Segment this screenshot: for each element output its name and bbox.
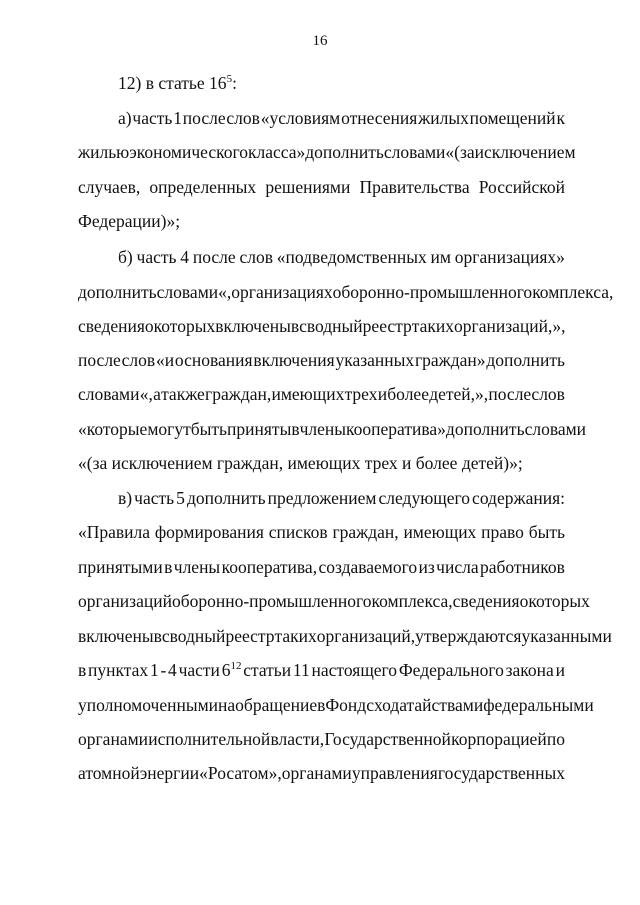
word: части	[178, 660, 220, 680]
word: определенных	[149, 177, 257, 197]
word: «подведомственных	[276, 247, 427, 267]
text-line	[78, 694, 594, 716]
word: «условиям	[260, 108, 341, 128]
word: могут	[147, 419, 191, 439]
word: быть	[190, 419, 228, 439]
word: Правительства	[359, 177, 470, 197]
text-line	[78, 315, 565, 337]
word: в	[153, 626, 162, 646]
word: по	[546, 729, 565, 749]
word: Государственной	[324, 729, 451, 749]
word: атомной	[78, 763, 140, 783]
word: включения	[253, 350, 335, 370]
word: в	[78, 660, 87, 680]
word: о	[144, 316, 154, 336]
text-line	[78, 762, 565, 784]
word: трех	[344, 384, 378, 404]
text-line	[78, 452, 565, 474]
word: класса»	[247, 142, 306, 162]
word: слов	[531, 384, 565, 404]
word: комплекса,	[371, 591, 453, 611]
word: 4	[168, 660, 177, 680]
word: дополнить	[305, 142, 384, 162]
word: часть	[136, 247, 177, 267]
word: обращение	[235, 695, 318, 715]
text-line	[78, 141, 576, 163]
word: органами	[78, 729, 149, 749]
word: «,	[139, 384, 153, 404]
word: пунктах	[88, 660, 149, 680]
word: после	[78, 350, 121, 370]
word: б)	[118, 247, 133, 267]
word: кооператива»	[346, 419, 446, 439]
word: слов	[239, 247, 273, 267]
word: а	[153, 384, 161, 404]
word: власти,	[270, 729, 325, 749]
text-line	[78, 625, 612, 647]
word: организаций,»,	[454, 316, 566, 336]
word: энергии	[139, 763, 200, 783]
word: и	[555, 660, 565, 680]
word: исполнительной	[148, 729, 271, 749]
word: указанными	[521, 626, 612, 646]
word: «Росатом»,	[199, 763, 282, 783]
word: сводный	[299, 316, 363, 336]
word: слов	[121, 350, 156, 370]
word: жилью	[78, 142, 130, 162]
word: 5	[176, 488, 185, 508]
word: а)	[118, 108, 132, 128]
word: члены	[173, 557, 221, 577]
word: жилых	[418, 108, 469, 128]
word: в	[290, 316, 300, 336]
word: имеющих	[403, 522, 477, 542]
word: исключением	[474, 142, 576, 162]
word: в)	[118, 488, 133, 508]
word: утверждаются	[415, 626, 522, 646]
word: которых	[153, 316, 216, 336]
word: организациях»	[454, 247, 565, 267]
word: 1	[149, 660, 159, 680]
word: словами	[524, 419, 587, 439]
word: Фонд	[325, 695, 367, 715]
word: «которые	[78, 419, 148, 439]
word: таких	[274, 626, 317, 646]
word: 11	[292, 660, 310, 680]
text-line	[78, 383, 565, 405]
word: кооператива,	[221, 557, 318, 577]
word: которых	[528, 591, 590, 611]
word: часть	[132, 108, 173, 128]
word: быть	[528, 522, 565, 542]
word: также	[161, 384, 205, 404]
word: настоящего	[311, 660, 398, 680]
word: и	[377, 384, 388, 404]
page-number: 16	[312, 33, 328, 49]
text-line	[78, 349, 565, 371]
word: управления	[351, 763, 438, 783]
word: федеральными	[483, 695, 594, 715]
word: дополнить	[445, 419, 525, 439]
word: формирования	[154, 522, 264, 542]
text-line	[78, 659, 565, 681]
text-line	[78, 521, 565, 543]
word: в	[164, 557, 173, 577]
word: содержания:	[472, 488, 565, 508]
word: сведения	[452, 591, 520, 611]
text-line	[78, 281, 614, 303]
word: граждан,	[332, 522, 399, 542]
word: в	[317, 695, 326, 715]
word: в	[291, 419, 300, 439]
word: о	[519, 591, 529, 611]
word: «Правила	[78, 522, 151, 542]
word: слов	[226, 108, 260, 128]
heading-suffix: :	[232, 73, 237, 93]
word: указанных	[335, 350, 415, 370]
text-line	[78, 210, 565, 232]
word: принятыми	[78, 557, 163, 577]
word: -	[160, 660, 167, 680]
word: сводный	[161, 626, 226, 646]
word: создаваемого	[318, 557, 418, 577]
word: из	[418, 557, 435, 577]
word: работников	[479, 557, 565, 577]
word: на	[218, 695, 236, 715]
text-line	[118, 246, 565, 268]
word: приняты	[227, 419, 292, 439]
word: организаций	[78, 591, 172, 611]
word: оборонно-промышленного	[332, 282, 533, 302]
word: детей,»,	[429, 384, 489, 404]
word: дополнить	[78, 282, 157, 302]
word: таких	[411, 316, 455, 336]
word: дополнить	[486, 350, 565, 370]
heading-main: 12) в статье 16	[118, 73, 227, 93]
word: имеющих	[271, 384, 345, 404]
word: 4	[180, 247, 190, 267]
word: право	[481, 522, 524, 542]
word: Российской	[478, 177, 565, 197]
word: 1	[173, 108, 182, 128]
word: граждан,	[205, 384, 272, 404]
word: ходатайствами	[374, 695, 484, 715]
item-heading-text	[118, 72, 237, 94]
text-line	[78, 590, 590, 612]
item-heading	[118, 72, 565, 94]
word: отнесения	[341, 108, 418, 128]
word: организациях	[231, 282, 333, 302]
word: Федерального	[398, 660, 504, 680]
text-line	[78, 176, 565, 198]
superscript: 12	[230, 660, 242, 673]
word: сведения	[78, 316, 145, 336]
word: граждан»	[414, 350, 486, 370]
word: после	[182, 108, 226, 128]
word: предложением	[267, 488, 377, 508]
text-line	[78, 556, 565, 578]
word: часть	[134, 488, 175, 508]
line-text: «(за исключением граждан, имеющих трех и более детей)»;	[78, 453, 523, 473]
word: члены	[299, 419, 347, 439]
word: словами	[383, 142, 446, 162]
word: словами	[78, 384, 140, 404]
word: числа	[436, 557, 479, 577]
word: после	[192, 247, 236, 267]
word: включены	[78, 626, 154, 646]
word: $6^{12}$	[221, 660, 242, 680]
word: органами	[281, 763, 352, 783]
word: более	[387, 384, 429, 404]
word: после	[488, 384, 532, 404]
word: организаций,	[316, 626, 416, 646]
word: включены	[215, 316, 291, 336]
word: экономического	[129, 142, 248, 162]
word: с	[366, 695, 374, 715]
word: «(за	[445, 142, 475, 162]
text-line	[118, 107, 565, 129]
word: решениями	[265, 177, 351, 197]
word: «,	[218, 282, 232, 302]
word: словами	[156, 282, 219, 302]
word: «и	[155, 350, 175, 370]
word: основания	[174, 350, 253, 370]
heading-superscript: 5	[226, 73, 233, 86]
word: реестр	[362, 316, 412, 336]
line-text: Федерации)»;	[78, 211, 181, 231]
word: следующего	[378, 488, 470, 508]
word: реестр	[225, 626, 275, 646]
word: государственных	[437, 763, 565, 783]
word: дополнить	[186, 488, 266, 508]
word: к	[556, 108, 565, 128]
word: корпорацией	[451, 729, 547, 749]
word: им	[430, 247, 451, 267]
word: комплекса,	[532, 282, 614, 302]
text-line	[118, 487, 565, 509]
text-line	[78, 728, 565, 750]
word: статьи	[243, 660, 292, 680]
text-line	[78, 418, 587, 440]
word: помещений	[469, 108, 556, 128]
word: случаев,	[78, 177, 141, 197]
word: закона	[505, 660, 554, 680]
word: списков	[268, 522, 328, 542]
word: уполномоченными	[78, 695, 219, 715]
word: оборонно-промышленного	[171, 591, 372, 611]
